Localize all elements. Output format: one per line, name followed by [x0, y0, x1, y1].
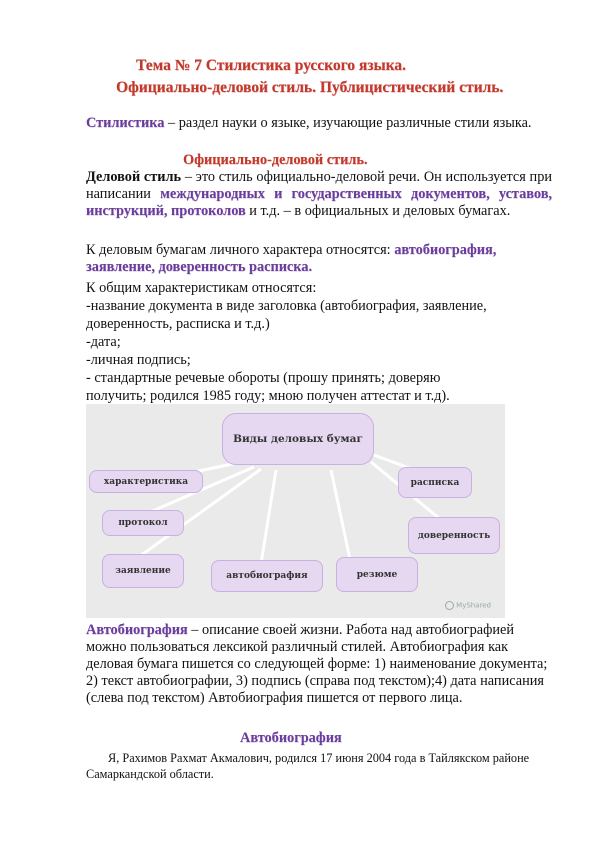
business-papers-diagram: [86, 404, 505, 618]
personal-papers-highlight: автобиография, заявление, доверенность расписка.: [86, 242, 497, 275]
watermark-icon: [445, 601, 454, 610]
autobiography-definition: – описание своей жизни. Работа над автобиографией можно пользоваться лексикой различный стилей. Автобиография как деловая бумага пишется со следующей форме: 1) наименование документа; 2) текст автобиографии, 3) подпись (справа под текстом);4) дата написания (слева под текстом) Автобиография пишется от первого лица.: [86, 622, 548, 706]
diagram-node-power-of-attorney: доверенность: [408, 517, 500, 554]
diagram-node-autobiography: автобиография: [211, 560, 323, 592]
title-line-1: Тема № 7 Стилистика русского языка.: [136, 57, 406, 74]
business-style-text-1: – это стиль официально-деловой речи. Он используется при написании: [86, 169, 552, 202]
section-heading: Официально-деловой стиль.: [183, 152, 368, 168]
paragraph-stylistics: [86, 115, 552, 132]
diagram-node-characteristic: характеристика: [89, 470, 203, 493]
term-business-style: Деловой стиль: [86, 169, 182, 185]
term-stylistics: Стилистика: [86, 115, 165, 131]
list-line: -дата;: [86, 334, 121, 350]
list-line: - стандартные речевые обороты (прошу принять; доверяю: [86, 370, 441, 386]
title-line-2: Официально-деловой стиль. Публицистический стиль.: [116, 79, 504, 96]
personal-papers-text: К деловым бумагам личного характера относятся:: [86, 242, 395, 258]
list-line: доверенность, расписка и т.д.): [86, 316, 270, 332]
diagram-node-protocol: протокол: [102, 510, 184, 536]
business-style-highlight: международных и государственных документов, уставов, инструкций, протоколов: [86, 186, 552, 219]
stylistics-definition: – раздел науки о языке, изучающие различные стили языка.: [164, 115, 532, 131]
business-style-text-2: и т.д. – в официальных и деловых бумагах.: [245, 203, 511, 219]
paragraph-personal-papers: [86, 242, 552, 276]
paragraph-business-style: [86, 169, 552, 220]
list-line: К общим характеристикам относятся:: [86, 280, 317, 296]
diagram-node-application: заявление: [102, 554, 184, 588]
watermark: [445, 601, 491, 610]
example-text: Я, Рахимов Рахмат Акмалович, родился 17 июня 2004 года в Тайлякском районе Самаркандской области.: [86, 751, 530, 781]
watermark-text: MyShared: [456, 601, 491, 610]
list-line: -личная подпись;: [86, 352, 191, 368]
term-autobiography: Автобиография: [86, 622, 188, 638]
diagram-node-receipt: расписка: [398, 467, 472, 498]
diagram-center-node: Виды деловых бумаг: [222, 413, 374, 465]
example-heading: Автобиография: [240, 730, 342, 746]
diagram-node-resume: резюме: [336, 557, 418, 592]
paragraph-autobiography: [86, 622, 552, 707]
list-line: получить; родился 1985 году; мною получен аттестат и т.д).: [86, 388, 450, 404]
list-line: -название документа в виде заголовка (автобиография, заявление,: [86, 298, 487, 314]
